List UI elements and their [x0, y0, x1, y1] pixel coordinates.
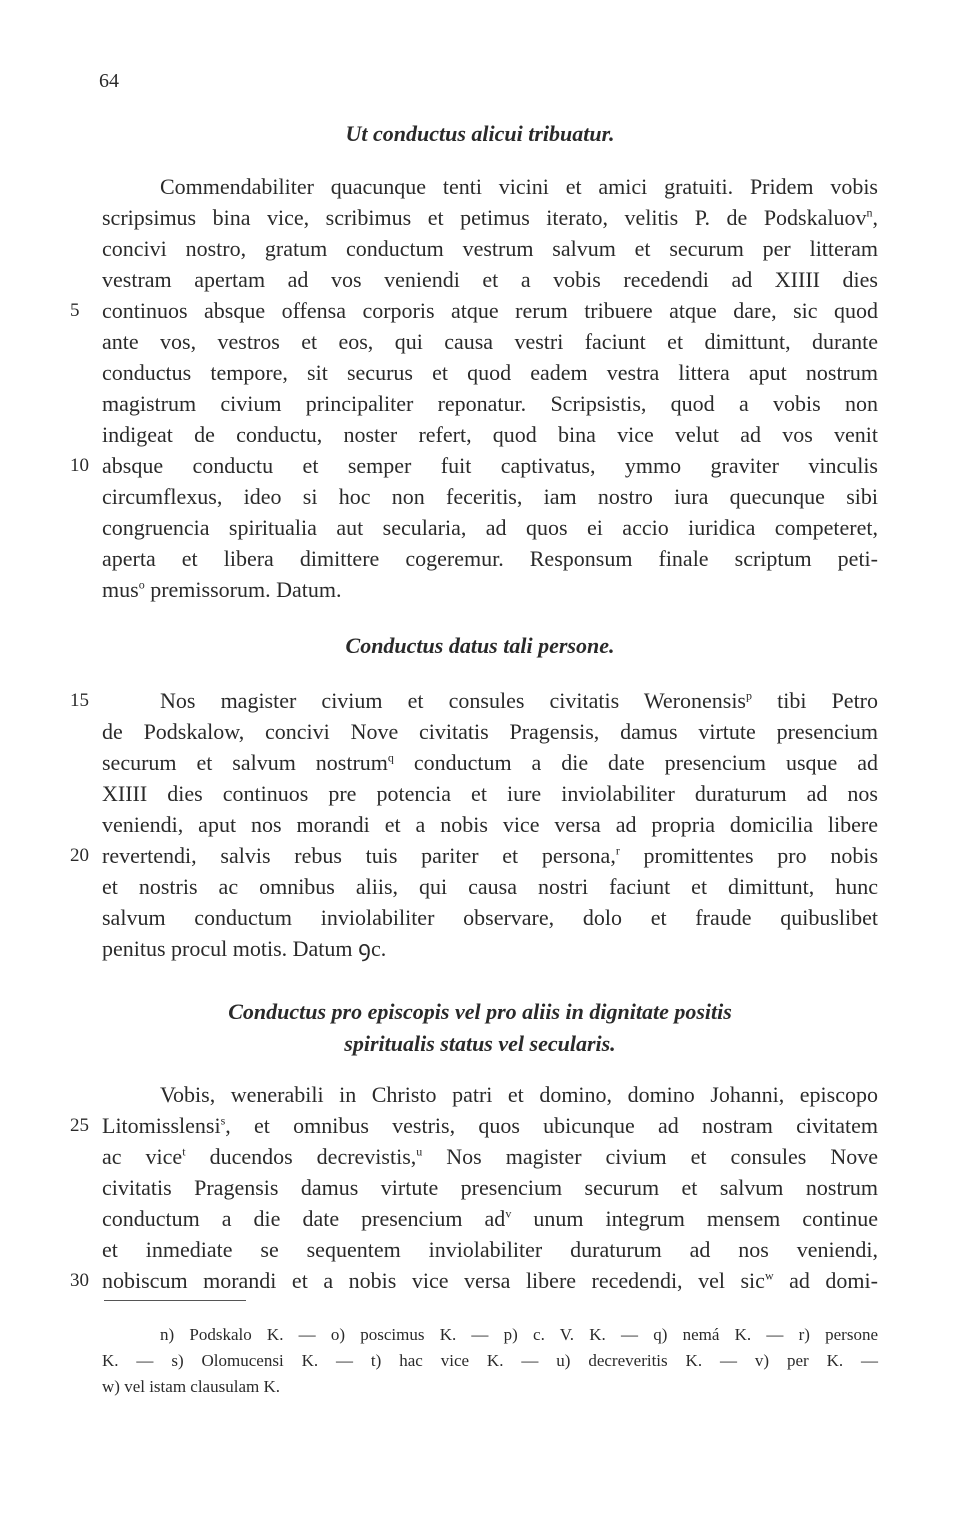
text-line: de Podskalow, concivi Nove civitatis Pragensis, damus virtute presencium	[102, 719, 878, 744]
text-line: Commendabiliter quacunque tenti vicini et amici gratuiti. Pridem vobis	[160, 174, 878, 199]
text-line: mus$^o$ premissorum. Datum.	[102, 577, 342, 602]
text-line: veniendi, aput nos morandi et a nobis vice versa ad propria domicilia libere	[102, 812, 878, 837]
footnote-line: n) Podskalo K. — o) poscimus K. — p) c. V. K. — q) nemá K. — r) persone	[160, 1325, 878, 1344]
text-line: XIIII dies continuos pre potencia et iure inviolabiliter duraturum ad nos	[102, 781, 878, 806]
text-line: scripsimus bina vice, scribimus et petimus iterato, velitis P. de Podskaluov$^n$,	[102, 205, 878, 230]
text-line: conductus tempore, sit securus et quod eadem vestra littera aput nostrum	[102, 360, 878, 385]
line-number: 10	[70, 455, 89, 476]
text-line: et nostris ac omnibus aliis, qui causa nostri faciunt et dimittunt, hunc	[102, 874, 878, 899]
text-line: salvum conductum inviolabiliter observare, dolo et fraude quibuslibet	[102, 905, 878, 930]
line-number: 15	[70, 690, 89, 711]
text-line: Litomisslensi$^s$, et omnibus vestris, quos ubicunque ad nostram civitatem	[102, 1113, 878, 1138]
text-line: circumflexus, ideo si hoc non feceritis, iam nostro iura quecunque sibi	[102, 484, 878, 509]
text-line: absque conductu et semper fuit captivatus, ymmo graviter vinculis	[102, 453, 878, 478]
text-line: concivi nostro, gratum conductum vestrum salvum et securum per litteram	[102, 236, 878, 261]
page-number: 64	[99, 70, 119, 92]
footnote-line: w) vel istam clausulam K.	[102, 1377, 280, 1396]
line-number: 25	[70, 1115, 89, 1136]
section-title-3-continued: spiritualis status vel secularis.	[344, 1031, 616, 1056]
text-line: penitus procul motis. Datum ꝯc.	[102, 936, 387, 961]
text-line: magistrum civium principaliter reponatur. Scripsistis, quod a vobis non	[102, 391, 878, 416]
section-title-3: Conductus pro episcopis vel pro aliis in dignitate positis	[228, 999, 732, 1024]
text-line: Vobis, wenerabili in Christo patri et domino, domino Johanni, episcopo	[160, 1082, 878, 1107]
text-line: continuos absque offensa corporis atque rerum tribuere atque dare, sic quod	[102, 298, 878, 323]
footnote-rule	[104, 1300, 246, 1301]
text-line: nobiscum morandi et a nobis vice versa libere recedendi, vel sic$^w$ ad domi-	[102, 1268, 878, 1293]
line-number: 5	[70, 300, 80, 321]
text-line: et inmediate se sequentem inviolabiliter duraturum ad nos veniendi,	[102, 1237, 878, 1262]
text-line: civitatis Pragensis damus virtute presencium securum et salvum nostrum	[102, 1175, 878, 1200]
text-line: indigeat de conductu, noster refert, quod bina vice velut ad vos venit	[102, 422, 878, 447]
text-line: vestram apertam ad vos veniendi et a vobis recedendi ad XIIII dies	[102, 267, 878, 292]
text-line: Nos magister civium et consules civitatis Weronensis$^p$ tibi Petro	[160, 688, 879, 713]
text-line: securum et salvum nostrum$^q$ conductum a die date presencium usque ad	[102, 750, 878, 775]
line-number: 20	[70, 845, 89, 866]
text-line: ac vice$^t$ ducendos decrevistis,$^u$ Nos magister civium et consules Nove	[102, 1144, 878, 1169]
footnote-line: K. — s) Olomucensi K. — t) hac vice K. — u) decreveritis K. — v) per K. —	[102, 1351, 878, 1370]
section-title-1: Ut conductus alicui tribuatur.	[345, 121, 615, 146]
line-number: 30	[70, 1270, 89, 1291]
text-line: congruencia spiritualia aut secularia, ad quos ei accio iuridica competeret,	[102, 515, 878, 540]
text-line: ante vos, vestros et eos, qui causa vestri faciunt et dimittunt, durante	[102, 329, 878, 354]
text-line: revertendi, salvis rebus tuis pariter et persona,$^r$ promittentes pro nobis	[102, 843, 879, 868]
text-line: conductum a die date presencium $ad^v$ unum integrum mensem continue	[102, 1206, 878, 1231]
text-line: aperta et libera dimittere cogeremur. Responsum finale scriptum peti-	[102, 546, 878, 571]
section-title-2: Conductus datus tali persone.	[345, 633, 615, 658]
